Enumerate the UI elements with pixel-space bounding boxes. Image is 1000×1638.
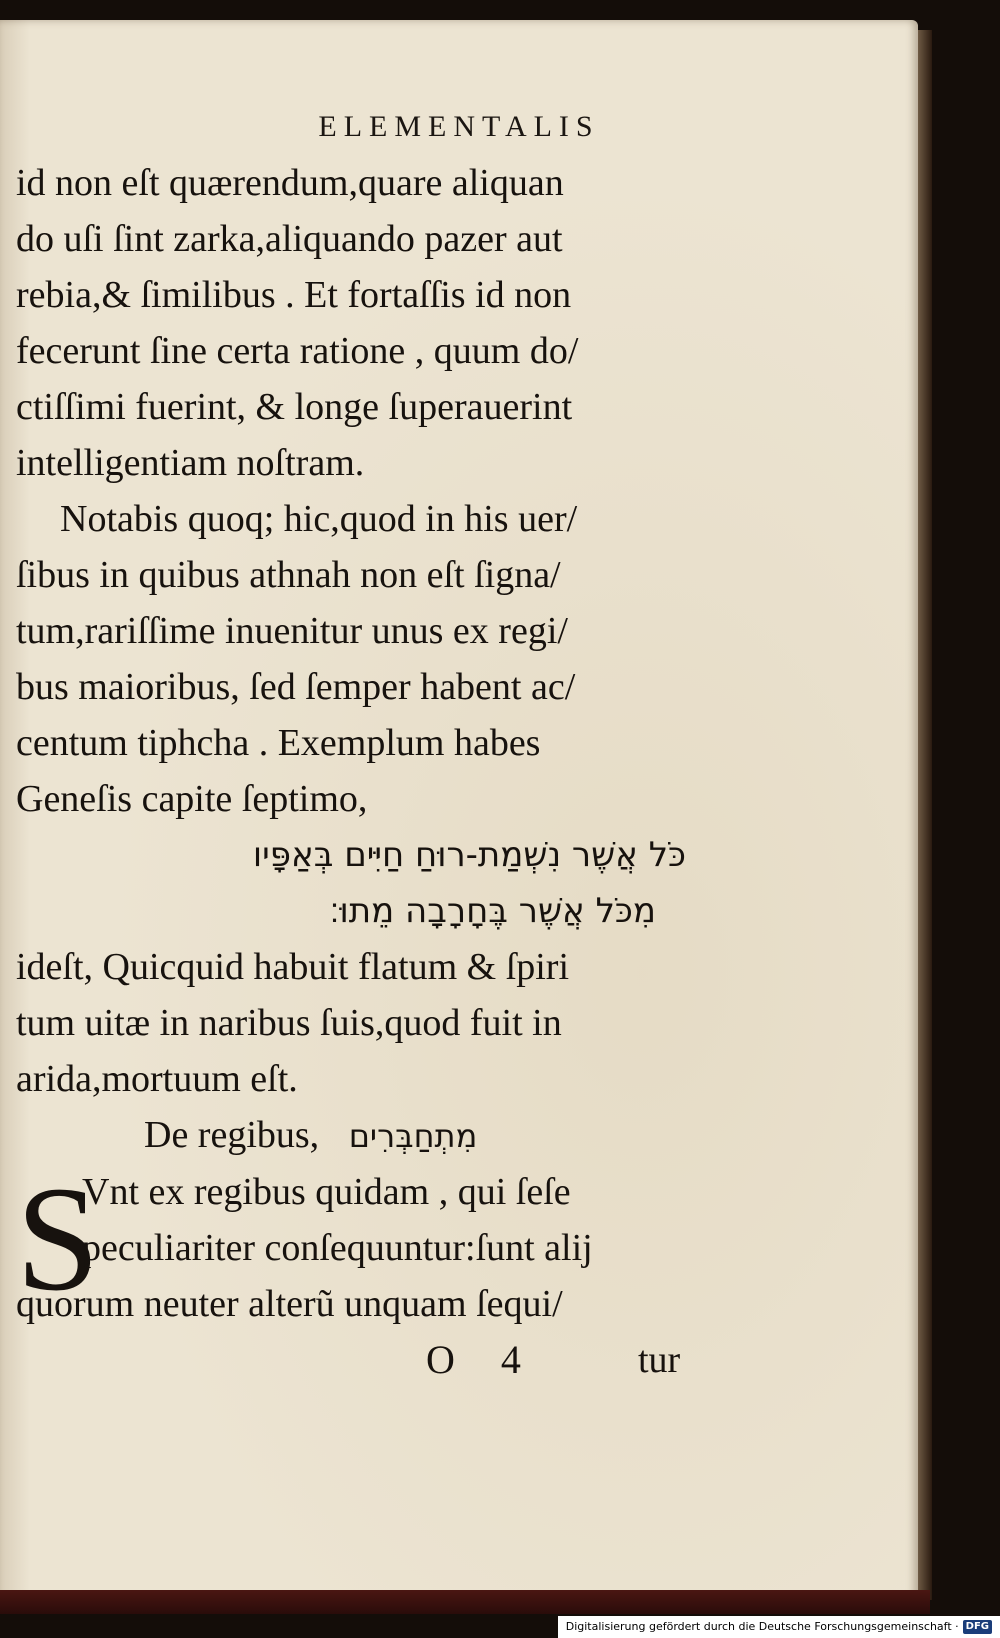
drop-cap-initial: S [16, 1156, 100, 1322]
text-line: do uſi ſint zarka,aliquando pazer aut [16, 218, 563, 260]
text-line: bus maioribus, ſed ſemper habent ac/ [16, 666, 576, 708]
text-line: ctiſſimi fuerint, & longe ſuperauerint [16, 386, 573, 428]
lines-beside-initial [82, 1164, 722, 1276]
hebrew-line: כֹּל אֲשֶׁר נִשְׁמַת-רוּחַ חַיִּים בְּאַפָּיו [252, 835, 686, 875]
text-line: Notabis quoq; hic,quod in his uer/ [60, 498, 578, 540]
text-line: tum,rariſſime inuenitur unus ex regi/ [16, 610, 568, 652]
text-line: tum uitæ in naribus ſuis,quod fuit in [16, 1002, 562, 1044]
paragraph-4 [16, 1156, 716, 1332]
hebrew-line: מִכֹּל אֲשֶׁר בֶּחָרָבָה מֵתוּ׃ [329, 891, 656, 931]
text-line: centum tiphcha . Exemplum habes [16, 722, 541, 764]
text-line: id non eſt quærendum,quare aliquan [16, 162, 564, 204]
text-line: ideſt, Quicquid habuit flatum & ſpiri [16, 946, 570, 988]
hebrew-quotation [16, 827, 716, 939]
text-line: peculiariter conſequuntur:ſunt alij [82, 1227, 593, 1269]
signature-mark: O 4 [426, 1337, 539, 1382]
digitization-credit [558, 1616, 1000, 1638]
catchword: tur [638, 1339, 681, 1381]
section-heading-label: De regibus, [144, 1114, 320, 1156]
section-heading [16, 1107, 716, 1164]
text-line: fecerunt ſine certa ratione , quum do/ [16, 330, 579, 372]
paragraph-3 [16, 939, 716, 1107]
section-heading-hebrew: מִתְחַבְּרִים [348, 1117, 478, 1155]
running-head: ELEMENTALIS [318, 110, 600, 143]
paragraph-1 [16, 155, 716, 491]
text-line: arida,mortuum eſt. [16, 1058, 298, 1100]
credit-text: Digitalisierung gefördert durch die Deutsche Forschungsgemeinschaft · [565, 1620, 959, 1633]
page-edge-right [918, 30, 932, 1600]
text-block [16, 155, 716, 1388]
text-line: Geneſis capite ſeptimo, [16, 778, 368, 820]
text-line: intelligentiam noſtram. [16, 442, 365, 484]
paragraph-2 [16, 491, 716, 827]
text-line: Vnt ex regibus quidam , qui ſeſe [82, 1171, 571, 1213]
text-line: rebia,& ſimilibus . Et fortaſſis id non [16, 274, 572, 316]
text-line: ſibus in quibus athnah non eſt ſigna/ [16, 554, 561, 596]
dfg-logo: DFG [963, 1620, 992, 1634]
signature-line [16, 1332, 716, 1388]
book-edge-bottom [0, 1590, 930, 1614]
book-page [0, 20, 918, 1610]
text-line: quorum neuter alterũ unquam ſequi/ [16, 1283, 563, 1325]
